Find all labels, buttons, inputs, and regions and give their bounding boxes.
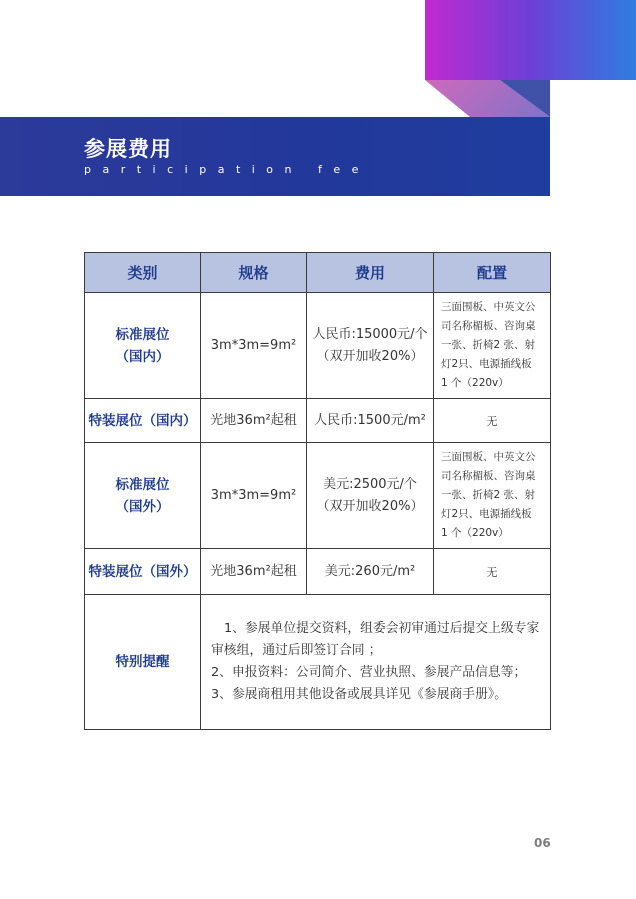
config-cell: 三面围板、中英文公 司名称楣板、咨询桌 一张、折椅2 张、射 灯2只、电源插线板 1 个（220v）	[434, 293, 551, 399]
category-cell: 标准展位 （国内）	[85, 293, 201, 399]
header-fee: 费用	[307, 253, 434, 293]
notice-label: 特别提醒	[85, 595, 201, 730]
table-row	[85, 293, 551, 399]
fee-cell: 人民币:15000元/个 （双开加收20%）	[307, 293, 434, 399]
fee-cell: 美元:260元/m²	[307, 549, 434, 595]
table-row	[85, 399, 551, 443]
table-header-row	[85, 253, 551, 293]
config-cell: 三面围板、中英文公 司名称楣板、咨询桌 一张、折椅2 张、射 灯2只、电源插线板 1 个（220v）	[434, 443, 551, 549]
spec-cell: 3m*3m=9m²	[201, 443, 307, 549]
fee-table	[84, 252, 551, 730]
category-cell: 标准展位 （国外）	[85, 443, 201, 549]
page-title: 参展费用	[84, 137, 172, 161]
notice-row	[85, 595, 551, 730]
page-number: 06	[534, 836, 551, 850]
config-cell: 无	[434, 399, 551, 443]
notice-content: 1、参展单位提交资料，组委会初审通过后提交上级专家 审核组，通过后即签订合同 ； 2、申报资料：公司简介、营业执照、参展产品信息等； 3、参展商租用其他设备或展具详见《参展商手册》。	[201, 595, 551, 730]
header-category: 类别	[85, 253, 201, 293]
page-subtitle: participation fee	[84, 163, 370, 176]
table-row	[85, 549, 551, 595]
fee-cell: 美元:2500元/个 （双开加收20%）	[307, 443, 434, 549]
config-cell: 无	[434, 549, 551, 595]
category-cell: 特装展位（国内）	[85, 399, 201, 443]
spec-cell: 光地36m²起租	[201, 549, 307, 595]
gradient-block	[425, 0, 636, 80]
header-config: 配置	[434, 253, 551, 293]
header-spec: 规格	[201, 253, 307, 293]
category-cell: 特装展位（国外）	[85, 549, 201, 595]
title-banner	[0, 117, 550, 196]
table-row	[85, 443, 551, 549]
fee-cell: 人民币:1500元/m²	[307, 399, 434, 443]
spec-cell: 3m*3m=9m²	[201, 293, 307, 399]
spec-cell: 光地36m²起租	[201, 399, 307, 443]
